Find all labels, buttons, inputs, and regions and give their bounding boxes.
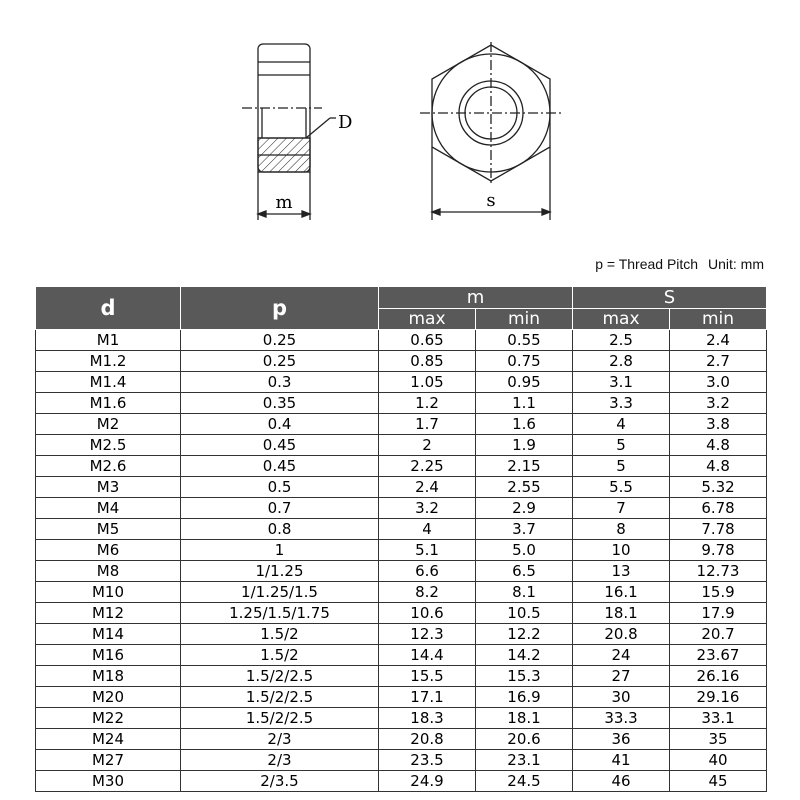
table-row — [36, 414, 767, 435]
table-row — [36, 582, 767, 603]
table-row — [36, 603, 767, 624]
cell-d: M1 — [36, 330, 181, 351]
cell-m-max: 6.6 — [379, 561, 476, 582]
cell-s-max: 24 — [573, 645, 670, 666]
cell-d: M16 — [36, 645, 181, 666]
header-s-min: min — [670, 309, 767, 330]
cell-d: M14 — [36, 624, 181, 645]
cell-s-min: 2.4 — [670, 330, 767, 351]
cell-d: M6 — [36, 540, 181, 561]
header-d: d — [36, 287, 181, 330]
table-row — [36, 351, 767, 372]
cell-m-min: 8.1 — [476, 582, 573, 603]
cell-p: 1/1.25/1.5 — [181, 582, 379, 603]
cell-s-min: 2.7 — [670, 351, 767, 372]
table-row — [36, 435, 767, 456]
table-row — [36, 330, 767, 351]
cell-d: M30 — [36, 771, 181, 792]
cell-s-min: 40 — [670, 750, 767, 771]
caption — [595, 256, 764, 272]
cell-m-min: 0.95 — [476, 372, 573, 393]
cell-m-min: 23.1 — [476, 750, 573, 771]
header-p: p — [181, 287, 379, 330]
cell-m-max: 1.2 — [379, 393, 476, 414]
header-m-max: max — [379, 309, 476, 330]
table-row — [36, 393, 767, 414]
cell-s-max: 4 — [573, 414, 670, 435]
cell-s-min: 35 — [670, 729, 767, 750]
cell-d: M1.6 — [36, 393, 181, 414]
cell-s-max: 3.1 — [573, 372, 670, 393]
header-m-min: min — [476, 309, 573, 330]
table-row — [36, 687, 767, 708]
cell-s-max: 8 — [573, 519, 670, 540]
cell-m-min: 14.2 — [476, 645, 573, 666]
cell-p: 1.5/2 — [181, 645, 379, 666]
table-body — [36, 330, 767, 792]
cell-m-min: 24.5 — [476, 771, 573, 792]
cell-s-max: 5 — [573, 435, 670, 456]
table-row — [36, 729, 767, 750]
cell-s-max: 2.8 — [573, 351, 670, 372]
cell-p: 0.8 — [181, 519, 379, 540]
cell-p: 2/3 — [181, 750, 379, 771]
cell-m-max: 17.1 — [379, 687, 476, 708]
cell-p: 1.5/2/2.5 — [181, 687, 379, 708]
cell-s-max: 13 — [573, 561, 670, 582]
cell-p: 0.4 — [181, 414, 379, 435]
cell-s-min: 6.78 — [670, 498, 767, 519]
header-s-max: max — [573, 309, 670, 330]
cell-d: M27 — [36, 750, 181, 771]
cell-m-max: 24.9 — [379, 771, 476, 792]
cell-m-max: 3.2 — [379, 498, 476, 519]
cell-p: 0.25 — [181, 330, 379, 351]
cell-d: M24 — [36, 729, 181, 750]
cell-s-max: 41 — [573, 750, 670, 771]
cell-p: 1.5/2/2.5 — [181, 708, 379, 729]
cell-s-min: 9.78 — [670, 540, 767, 561]
cell-m-min: 5.0 — [476, 540, 573, 561]
table-row — [36, 477, 767, 498]
cell-m-min: 1.6 — [476, 414, 573, 435]
cell-m-max: 15.5 — [379, 666, 476, 687]
cell-d: M18 — [36, 666, 181, 687]
cell-d: M1.2 — [36, 351, 181, 372]
cell-d: M1.4 — [36, 372, 181, 393]
cell-d: M5 — [36, 519, 181, 540]
cell-d: M10 — [36, 582, 181, 603]
cell-s-min: 45 — [670, 771, 767, 792]
cell-p: 2/3 — [181, 729, 379, 750]
cell-p: 0.35 — [181, 393, 379, 414]
cell-m-max: 8.2 — [379, 582, 476, 603]
cell-m-min: 15.3 — [476, 666, 573, 687]
cell-m-min: 0.75 — [476, 351, 573, 372]
cell-p: 0.45 — [181, 456, 379, 477]
cell-m-max: 1.7 — [379, 414, 476, 435]
cell-d: M3 — [36, 477, 181, 498]
cell-m-max: 4 — [379, 519, 476, 540]
cell-s-max: 27 — [573, 666, 670, 687]
cell-s-min: 3.0 — [670, 372, 767, 393]
cell-s-min: 17.9 — [670, 603, 767, 624]
cell-m-min: 20.6 — [476, 729, 573, 750]
cell-s-max: 46 — [573, 771, 670, 792]
front-label-s: s — [486, 190, 496, 211]
cell-s-max: 5.5 — [573, 477, 670, 498]
cell-d: M4 — [36, 498, 181, 519]
cell-m-min: 3.7 — [476, 519, 573, 540]
cell-m-min: 16.9 — [476, 687, 573, 708]
cell-s-min: 3.8 — [670, 414, 767, 435]
cell-s-min: 20.7 — [670, 624, 767, 645]
cell-m-min: 2.9 — [476, 498, 573, 519]
cell-s-max: 2.5 — [573, 330, 670, 351]
cell-p: 0.7 — [181, 498, 379, 519]
cell-m-max: 14.4 — [379, 645, 476, 666]
cell-m-min: 10.5 — [476, 603, 573, 624]
cell-m-max: 18.3 — [379, 708, 476, 729]
cell-d: M2.6 — [36, 456, 181, 477]
cell-s-max: 10 — [573, 540, 670, 561]
cell-m-min: 12.2 — [476, 624, 573, 645]
cell-d: M8 — [36, 561, 181, 582]
cell-s-max: 5 — [573, 456, 670, 477]
caption-unit: Unit: mm — [708, 256, 764, 272]
cell-m-max: 12.3 — [379, 624, 476, 645]
table-row — [36, 498, 767, 519]
table-row — [36, 666, 767, 687]
cell-s-max: 18.1 — [573, 603, 670, 624]
cell-s-min: 23.67 — [670, 645, 767, 666]
caption-legend: p = Thread Pitch — [595, 256, 699, 272]
table-row — [36, 372, 767, 393]
cell-s-min: 4.8 — [670, 435, 767, 456]
side-label-m: m — [275, 192, 293, 213]
cell-m-max: 0.65 — [379, 330, 476, 351]
cell-p: 0.45 — [181, 435, 379, 456]
section-hatch — [258, 138, 310, 172]
table-row — [36, 645, 767, 666]
cell-s-max: 36 — [573, 729, 670, 750]
cell-d: M2 — [36, 414, 181, 435]
cell-s-min: 29.16 — [670, 687, 767, 708]
cell-m-max: 0.85 — [379, 351, 476, 372]
cell-s-min: 7.78 — [670, 519, 767, 540]
cell-m-max: 2 — [379, 435, 476, 456]
table-row — [36, 456, 767, 477]
cell-p: 0.25 — [181, 351, 379, 372]
cell-m-max: 20.8 — [379, 729, 476, 750]
table-row — [36, 519, 767, 540]
cell-p: 1.5/2 — [181, 624, 379, 645]
cell-m-max: 5.1 — [379, 540, 476, 561]
cell-m-max: 2.25 — [379, 456, 476, 477]
cell-d: M20 — [36, 687, 181, 708]
cell-p: 1.25/1.5/1.75 — [181, 603, 379, 624]
cell-s-max: 7 — [573, 498, 670, 519]
cell-p: 0.5 — [181, 477, 379, 498]
cell-d: M2.5 — [36, 435, 181, 456]
cell-d: M22 — [36, 708, 181, 729]
header-m: m — [379, 287, 573, 309]
cell-m-min: 2.55 — [476, 477, 573, 498]
cell-s-max: 16.1 — [573, 582, 670, 603]
hex-nut-dimension-table — [35, 286, 767, 792]
cell-m-max: 10.6 — [379, 603, 476, 624]
cell-m-min: 6.5 — [476, 561, 573, 582]
hex-nut-technical-drawing — [0, 0, 800, 250]
cell-p: 0.3 — [181, 372, 379, 393]
cell-m-min: 1.1 — [476, 393, 573, 414]
table-row — [36, 624, 767, 645]
cell-s-max: 3.3 — [573, 393, 670, 414]
table-row — [36, 750, 767, 771]
cell-s-min: 4.8 — [670, 456, 767, 477]
cell-m-max: 23.5 — [379, 750, 476, 771]
cell-m-min: 18.1 — [476, 708, 573, 729]
cell-s-min: 26.16 — [670, 666, 767, 687]
cell-m-min: 2.15 — [476, 456, 573, 477]
table-row — [36, 540, 767, 561]
table-row — [36, 708, 767, 729]
cell-m-min: 0.55 — [476, 330, 573, 351]
cell-s-min: 12.73 — [670, 561, 767, 582]
side-label-d: D — [338, 112, 353, 133]
table-row — [36, 561, 767, 582]
cell-s-min: 15.9 — [670, 582, 767, 603]
cell-p: 1 — [181, 540, 379, 561]
cell-m-max: 1.05 — [379, 372, 476, 393]
cell-m-max: 2.4 — [379, 477, 476, 498]
cell-s-max: 20.8 — [573, 624, 670, 645]
cell-m-min: 1.9 — [476, 435, 573, 456]
cell-d: M12 — [36, 603, 181, 624]
cell-p: 1.5/2/2.5 — [181, 666, 379, 687]
cell-s-min: 5.32 — [670, 477, 767, 498]
cell-p: 2/3.5 — [181, 771, 379, 792]
cell-s-max: 33.3 — [573, 708, 670, 729]
table-row — [36, 771, 767, 792]
cell-s-min: 33.1 — [670, 708, 767, 729]
cell-s-max: 30 — [573, 687, 670, 708]
cell-s-min: 3.2 — [670, 393, 767, 414]
header-s: S — [573, 287, 767, 309]
cell-p: 1/1.25 — [181, 561, 379, 582]
